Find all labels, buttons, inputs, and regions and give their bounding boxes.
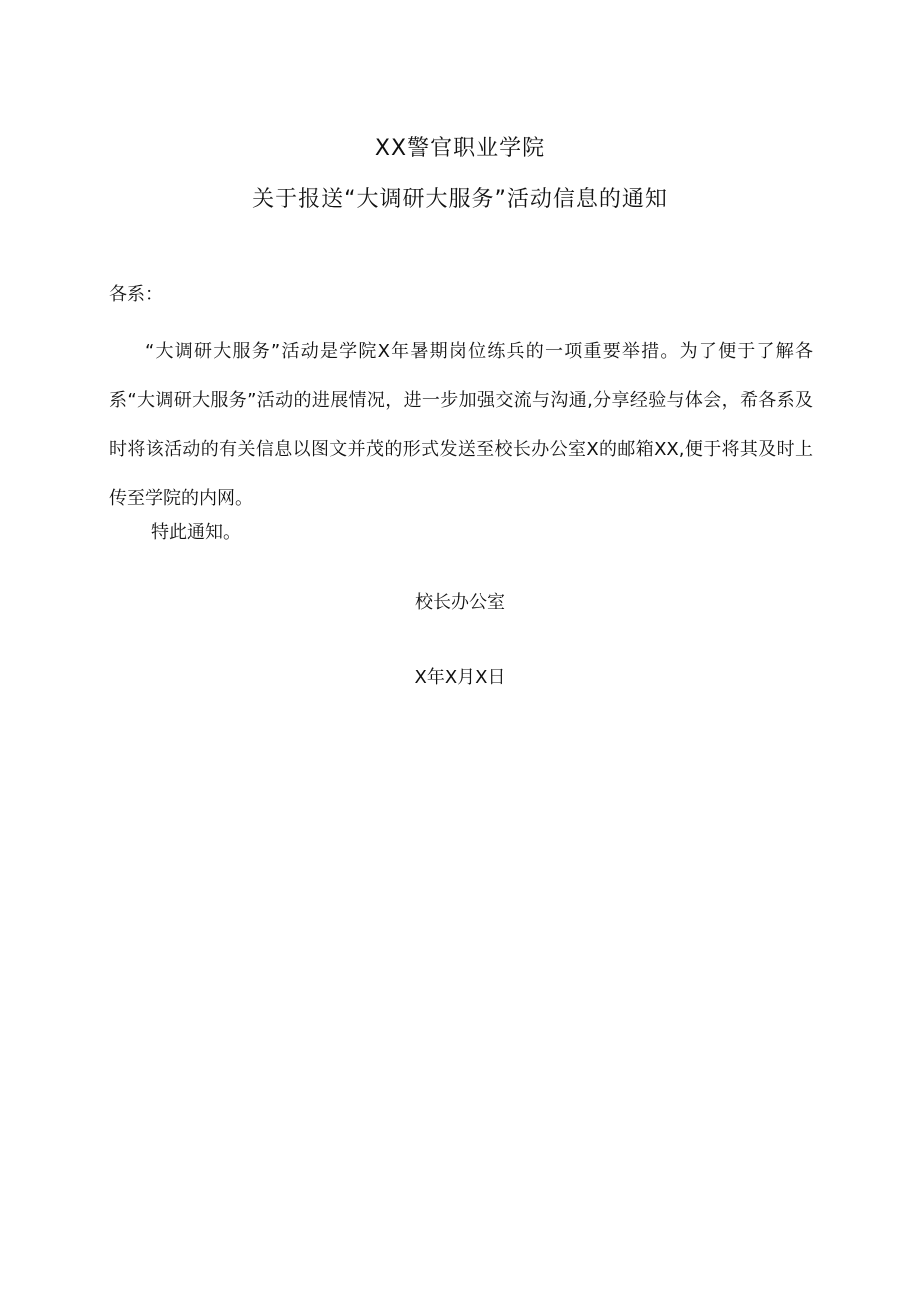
document-title-subject: 关于报送“大调研大服务”活动信息的通知 — [252, 187, 668, 212]
salutation: 各系： — [109, 284, 163, 305]
signature-date: X年X月X日 — [414, 667, 506, 688]
signature-organization: 校长办公室 — [415, 592, 505, 613]
document-title-institution: XX警官职业学院 — [374, 136, 546, 161]
closing-remark: 特此通知。 — [151, 522, 241, 543]
body-paragraph: “大调研大服务”活动是学院X年暑期岗位练兵的一项重要举措。为了便于了解各系“大调研大服务”活动的进展情况，进一步加强交流与沟通,分享经验与体会，希各系及时将该活动的有关信息以图文并茂的形式发送至校长办公室X的邮箱XX,便于将其及时上传至学院的内网。 — [109, 341, 813, 509]
